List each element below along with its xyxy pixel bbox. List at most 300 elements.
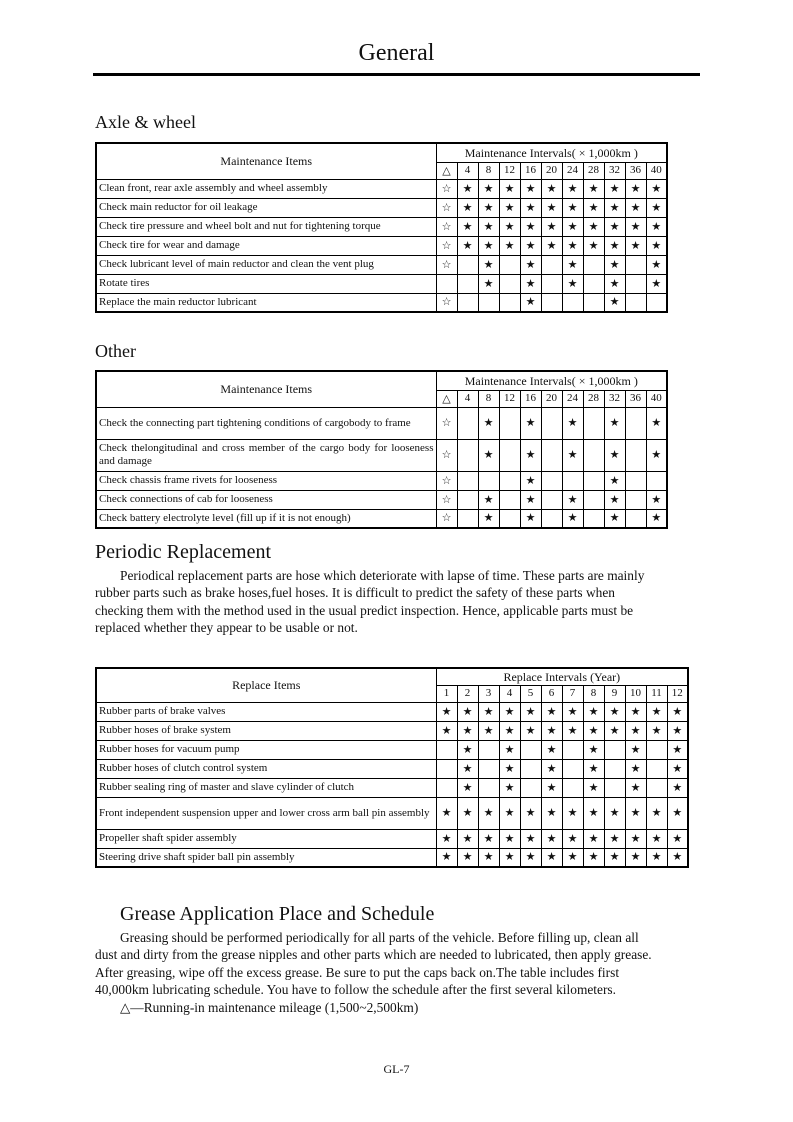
empty-cell — [499, 471, 520, 490]
empty-cell — [646, 471, 667, 490]
filled-star-icon: ★ — [478, 848, 499, 867]
empty-cell — [457, 293, 478, 312]
empty-cell — [625, 439, 646, 471]
empty-cell — [436, 274, 457, 293]
filled-star-icon: ★ — [541, 217, 562, 236]
filled-star-icon: ★ — [646, 490, 667, 509]
filled-star-icon: ★ — [478, 236, 499, 255]
table-row — [96, 255, 667, 274]
filled-star-icon: ★ — [604, 848, 625, 867]
filled-star-icon: ★ — [499, 217, 520, 236]
table-row — [96, 829, 688, 848]
grease-line-2: dust and dirty from the grease nipples and other parts which are needed to lubricated, then apply grease. — [95, 947, 652, 963]
maintenance-item: Rotate tires — [96, 274, 436, 293]
empty-cell — [541, 274, 562, 293]
filled-star-icon: ★ — [520, 274, 541, 293]
filled-star-icon: ★ — [499, 829, 520, 848]
filled-star-icon: ★ — [457, 759, 478, 778]
table-row — [96, 490, 667, 509]
empty-cell — [541, 471, 562, 490]
intervals-column-header: Maintenance Intervals( × 1,000km ) — [436, 143, 667, 162]
filled-star-icon: ★ — [667, 759, 688, 778]
periodic-line-1: Periodical replacement parts are hose which deteriorate with lapse of time. These parts are mainly — [120, 568, 645, 583]
outline-star-icon: ☆ — [436, 439, 457, 471]
filled-star-icon: ★ — [541, 740, 562, 759]
filled-star-icon: ★ — [625, 702, 646, 721]
filled-star-icon: ★ — [625, 236, 646, 255]
outline-star-icon: ☆ — [436, 236, 457, 255]
interval-column-label: 10 — [625, 685, 646, 702]
periodic-paragraph — [95, 567, 699, 637]
table-row — [96, 797, 688, 829]
filled-star-icon: ★ — [604, 179, 625, 198]
filled-star-icon: ★ — [604, 829, 625, 848]
filled-star-icon: ★ — [604, 198, 625, 217]
maintenance-item: Check connections of cab for looseness — [96, 490, 436, 509]
filled-star-icon: ★ — [583, 217, 604, 236]
filled-star-icon: ★ — [583, 179, 604, 198]
empty-cell — [478, 471, 499, 490]
filled-star-icon: ★ — [499, 759, 520, 778]
empty-cell — [646, 778, 667, 797]
filled-star-icon: ★ — [520, 236, 541, 255]
filled-star-icon: ★ — [436, 702, 457, 721]
filled-star-icon: ★ — [562, 509, 583, 528]
interval-column-label: 8 — [583, 685, 604, 702]
empty-cell — [562, 740, 583, 759]
filled-star-icon: ★ — [604, 407, 625, 439]
filled-star-icon: ★ — [541, 721, 562, 740]
empty-cell — [625, 407, 646, 439]
filled-star-icon: ★ — [646, 829, 667, 848]
filled-star-icon: ★ — [646, 255, 667, 274]
filled-star-icon: ★ — [478, 255, 499, 274]
filled-star-icon: ★ — [541, 759, 562, 778]
items-column-header: Maintenance Items — [96, 371, 436, 407]
interval-column-label: 8 — [478, 390, 499, 407]
interval-column-label: 20 — [541, 162, 562, 179]
filled-star-icon: ★ — [520, 721, 541, 740]
filled-star-icon: ★ — [604, 293, 625, 312]
empty-cell — [457, 274, 478, 293]
empty-cell — [583, 490, 604, 509]
empty-cell — [457, 490, 478, 509]
table-row — [96, 439, 667, 471]
table-row — [96, 702, 688, 721]
filled-star-icon: ★ — [583, 829, 604, 848]
periodic-line-4: replaced whether they appear to be usable or not. — [95, 620, 358, 636]
filled-star-icon: ★ — [562, 490, 583, 509]
filled-star-icon: ★ — [583, 236, 604, 255]
maintenance-item: Check the connecting part tightening conditions of cargobody to frame — [96, 407, 436, 439]
filled-star-icon: ★ — [478, 797, 499, 829]
filled-star-icon: ★ — [604, 274, 625, 293]
empty-cell — [562, 293, 583, 312]
table-row — [96, 740, 688, 759]
interval-column-label: 40 — [646, 390, 667, 407]
filled-star-icon: ★ — [646, 721, 667, 740]
page-number: GL-7 — [383, 1062, 410, 1076]
filled-star-icon: ★ — [520, 198, 541, 217]
table-row — [96, 217, 667, 236]
filled-star-icon: ★ — [541, 702, 562, 721]
periodic-line-3: checking them with the method used in the usual predict inspection. Hence, applicable parts must be — [95, 602, 634, 618]
empty-cell — [499, 490, 520, 509]
table-row — [96, 778, 688, 797]
filled-star-icon: ★ — [625, 179, 646, 198]
filled-star-icon: ★ — [604, 797, 625, 829]
filled-star-icon: ★ — [499, 721, 520, 740]
empty-cell — [478, 759, 499, 778]
table-row — [96, 471, 667, 490]
filled-star-icon: ★ — [499, 179, 520, 198]
filled-star-icon: ★ — [457, 702, 478, 721]
filled-star-icon: ★ — [457, 848, 478, 867]
filled-star-icon: ★ — [499, 198, 520, 217]
filled-star-icon: ★ — [520, 439, 541, 471]
outline-star-icon: ☆ — [436, 179, 457, 198]
interval-column-label: △ — [436, 390, 457, 407]
grease-line-1: Greasing should be performed periodically for all parts of the vehicle. Before filling up, clean all — [120, 930, 639, 945]
filled-star-icon: ★ — [604, 439, 625, 471]
interval-column-label: 16 — [520, 162, 541, 179]
filled-star-icon: ★ — [520, 848, 541, 867]
intervals-column-header: Replace Intervals (Year) — [436, 668, 688, 685]
filled-star-icon: ★ — [604, 490, 625, 509]
table-row — [96, 509, 667, 528]
intervals-column-header: Maintenance Intervals( × 1,000km ) — [436, 371, 667, 390]
filled-star-icon: ★ — [562, 702, 583, 721]
filled-star-icon: ★ — [625, 848, 646, 867]
interval-column-label: 12 — [499, 390, 520, 407]
interval-column-label: 20 — [541, 390, 562, 407]
filled-star-icon: ★ — [457, 797, 478, 829]
filled-star-icon: ★ — [625, 759, 646, 778]
filled-star-icon: ★ — [457, 198, 478, 217]
empty-cell — [457, 439, 478, 471]
empty-cell — [478, 740, 499, 759]
maintenance-item: Replace the main reductor lubricant — [96, 293, 436, 312]
filled-star-icon: ★ — [562, 236, 583, 255]
axle-heading: Axle & wheel — [95, 112, 196, 132]
interval-column-label: 24 — [562, 390, 583, 407]
filled-star-icon: ★ — [457, 829, 478, 848]
filled-star-icon: ★ — [520, 797, 541, 829]
empty-cell — [541, 509, 562, 528]
maintenance-item: Clean front, rear axle assembly and wheel assembly — [96, 179, 436, 198]
title-rule — [93, 73, 700, 76]
empty-cell — [436, 740, 457, 759]
filled-star-icon: ★ — [562, 848, 583, 867]
empty-cell — [478, 778, 499, 797]
filled-star-icon: ★ — [583, 797, 604, 829]
empty-cell — [520, 778, 541, 797]
empty-cell — [646, 759, 667, 778]
filled-star-icon: ★ — [457, 740, 478, 759]
filled-star-icon: ★ — [646, 217, 667, 236]
empty-cell — [604, 759, 625, 778]
filled-star-icon: ★ — [541, 797, 562, 829]
interval-column-label: 8 — [478, 162, 499, 179]
grease-line-4: 40,000km lubricating schedule. You have to follow the schedule after the first several kilometers. — [95, 982, 616, 998]
empty-cell — [499, 274, 520, 293]
interval-column-label: △ — [436, 162, 457, 179]
maintenance-item: Rubber hoses of clutch control system — [96, 759, 436, 778]
interval-column-label: 32 — [604, 390, 625, 407]
interval-column-label: 1 — [436, 685, 457, 702]
filled-star-icon: ★ — [520, 255, 541, 274]
empty-cell — [583, 407, 604, 439]
filled-star-icon: ★ — [625, 797, 646, 829]
filled-star-icon: ★ — [583, 759, 604, 778]
empty-cell — [625, 274, 646, 293]
filled-star-icon: ★ — [625, 778, 646, 797]
table-row — [96, 198, 667, 217]
filled-star-icon: ★ — [436, 848, 457, 867]
filled-star-icon: ★ — [478, 198, 499, 217]
filled-star-icon: ★ — [625, 217, 646, 236]
filled-star-icon: ★ — [562, 439, 583, 471]
filled-star-icon: ★ — [520, 471, 541, 490]
filled-star-icon: ★ — [646, 274, 667, 293]
filled-star-icon: ★ — [478, 702, 499, 721]
empty-cell — [499, 255, 520, 274]
empty-cell — [646, 740, 667, 759]
filled-star-icon: ★ — [436, 829, 457, 848]
empty-cell — [541, 439, 562, 471]
maintenance-item: Check tire for wear and damage — [96, 236, 436, 255]
empty-cell — [499, 293, 520, 312]
table-row — [96, 407, 667, 439]
interval-column-label: 4 — [457, 162, 478, 179]
empty-cell — [541, 490, 562, 509]
filled-star-icon: ★ — [520, 217, 541, 236]
filled-star-icon: ★ — [625, 740, 646, 759]
filled-star-icon: ★ — [436, 721, 457, 740]
filled-star-icon: ★ — [667, 721, 688, 740]
maintenance-item: Check battery electrolyte level (fill up if it is not enough) — [96, 509, 436, 528]
filled-star-icon: ★ — [583, 848, 604, 867]
empty-cell — [625, 490, 646, 509]
filled-star-icon: ★ — [604, 471, 625, 490]
interval-column-label: 40 — [646, 162, 667, 179]
empty-cell — [583, 255, 604, 274]
filled-star-icon: ★ — [541, 179, 562, 198]
empty-cell — [457, 255, 478, 274]
maintenance-item: Front independent suspension upper and lower cross arm ball pin assembly — [96, 797, 436, 829]
filled-star-icon: ★ — [604, 721, 625, 740]
maintenance-item: Check tire pressure and wheel bolt and nut for tightening torque — [96, 217, 436, 236]
filled-star-icon: ★ — [478, 407, 499, 439]
filled-star-icon: ★ — [604, 236, 625, 255]
filled-star-icon: ★ — [457, 179, 478, 198]
periodic-replacement-heading: Periodic Replacement — [95, 541, 272, 563]
filled-star-icon: ★ — [541, 829, 562, 848]
outline-star-icon: ☆ — [436, 255, 457, 274]
filled-star-icon: ★ — [625, 721, 646, 740]
interval-column-label: 4 — [457, 390, 478, 407]
axle-maintenance-table — [95, 142, 668, 313]
empty-cell — [625, 471, 646, 490]
interval-column-label: 3 — [478, 685, 499, 702]
filled-star-icon: ★ — [520, 702, 541, 721]
table-row — [96, 293, 667, 312]
interval-column-label: 28 — [583, 390, 604, 407]
filled-star-icon: ★ — [562, 797, 583, 829]
filled-star-icon: ★ — [499, 778, 520, 797]
empty-cell — [583, 439, 604, 471]
filled-star-icon: ★ — [499, 797, 520, 829]
filled-star-icon: ★ — [541, 848, 562, 867]
outline-star-icon: ☆ — [436, 293, 457, 312]
interval-column-label: 6 — [541, 685, 562, 702]
empty-cell — [457, 407, 478, 439]
filled-star-icon: ★ — [583, 702, 604, 721]
empty-cell — [520, 740, 541, 759]
filled-star-icon: ★ — [604, 509, 625, 528]
filled-star-icon: ★ — [478, 829, 499, 848]
filled-star-icon: ★ — [520, 179, 541, 198]
filled-star-icon: ★ — [457, 236, 478, 255]
empty-cell — [646, 293, 667, 312]
interval-column-label: 12 — [667, 685, 688, 702]
table-row — [96, 759, 688, 778]
filled-star-icon: ★ — [646, 407, 667, 439]
interval-column-label: 11 — [646, 685, 667, 702]
filled-star-icon: ★ — [604, 255, 625, 274]
empty-cell — [583, 274, 604, 293]
table-row — [96, 179, 667, 198]
filled-star-icon: ★ — [667, 848, 688, 867]
filled-star-icon: ★ — [478, 509, 499, 528]
filled-star-icon: ★ — [562, 198, 583, 217]
filled-star-icon: ★ — [646, 848, 667, 867]
maintenance-item: Check thelongitudinal and cross member of the cargo body for looseness and damage — [96, 439, 436, 471]
empty-cell — [541, 293, 562, 312]
filled-star-icon: ★ — [646, 198, 667, 217]
interval-column-label: 28 — [583, 162, 604, 179]
empty-cell — [604, 740, 625, 759]
interval-column-label: 4 — [499, 685, 520, 702]
filled-star-icon: ★ — [625, 829, 646, 848]
filled-star-icon: ★ — [541, 236, 562, 255]
filled-star-icon: ★ — [646, 439, 667, 471]
empty-cell — [457, 471, 478, 490]
filled-star-icon: ★ — [583, 778, 604, 797]
empty-cell — [604, 778, 625, 797]
items-column-header: Replace Items — [96, 668, 436, 702]
filled-star-icon: ★ — [520, 490, 541, 509]
filled-star-icon: ★ — [478, 439, 499, 471]
filled-star-icon: ★ — [646, 179, 667, 198]
empty-cell — [625, 293, 646, 312]
filled-star-icon: ★ — [520, 509, 541, 528]
filled-star-icon: ★ — [583, 740, 604, 759]
filled-star-icon: ★ — [667, 778, 688, 797]
empty-cell — [457, 509, 478, 528]
interval-column-label: 5 — [520, 685, 541, 702]
filled-star-icon: ★ — [562, 179, 583, 198]
outline-star-icon: ☆ — [436, 509, 457, 528]
outline-star-icon: ☆ — [436, 217, 457, 236]
outline-star-icon: ☆ — [436, 490, 457, 509]
empty-cell — [562, 471, 583, 490]
table-row — [96, 721, 688, 740]
empty-cell — [520, 759, 541, 778]
filled-star-icon: ★ — [436, 797, 457, 829]
maintenance-item: Check main reductor for oil leakage — [96, 198, 436, 217]
filled-star-icon: ★ — [646, 236, 667, 255]
filled-star-icon: ★ — [478, 217, 499, 236]
maintenance-item: Propeller shaft spider assembly — [96, 829, 436, 848]
items-column-header: Maintenance Items — [96, 143, 436, 179]
maintenance-item: Rubber parts of brake valves — [96, 702, 436, 721]
empty-cell — [583, 293, 604, 312]
maintenance-item: Check lubricant level of main reductor and clean the vent plug — [96, 255, 436, 274]
filled-star-icon: ★ — [562, 217, 583, 236]
empty-cell — [499, 407, 520, 439]
grease-line-3: After greasing, wipe off the excess grease. Be sure to put the caps back on.The table includes first — [95, 964, 620, 980]
empty-cell — [478, 293, 499, 312]
filled-star-icon: ★ — [499, 236, 520, 255]
interval-column-label: 36 — [625, 162, 646, 179]
interval-column-label: 12 — [499, 162, 520, 179]
outline-star-icon: ☆ — [436, 198, 457, 217]
filled-star-icon: ★ — [478, 490, 499, 509]
empty-cell — [541, 407, 562, 439]
empty-cell — [583, 471, 604, 490]
filled-star-icon: ★ — [499, 740, 520, 759]
interval-column-label: 24 — [562, 162, 583, 179]
outline-star-icon: ☆ — [436, 471, 457, 490]
outline-star-icon: ☆ — [436, 407, 457, 439]
page-title: General — [358, 40, 435, 66]
table-row — [96, 236, 667, 255]
filled-star-icon: ★ — [541, 778, 562, 797]
periodic-line-2: rubber parts such as brake hoses,fuel hoses. It is difficult to predict the safety of these parts when — [95, 585, 615, 601]
empty-cell — [541, 255, 562, 274]
filled-star-icon: ★ — [520, 293, 541, 312]
grease-heading: Grease Application Place and Schedule — [120, 903, 435, 925]
filled-star-icon: ★ — [604, 702, 625, 721]
filled-star-icon: ★ — [646, 509, 667, 528]
interval-column-label: 36 — [625, 390, 646, 407]
maintenance-item: Rubber sealing ring of master and slave cylinder of clutch — [96, 778, 436, 797]
other-maintenance-table — [95, 370, 668, 529]
table-row — [96, 848, 688, 867]
filled-star-icon: ★ — [457, 721, 478, 740]
filled-star-icon: ★ — [520, 407, 541, 439]
empty-cell — [436, 778, 457, 797]
empty-cell — [625, 509, 646, 528]
filled-star-icon: ★ — [667, 797, 688, 829]
filled-star-icon: ★ — [583, 721, 604, 740]
filled-star-icon: ★ — [478, 179, 499, 198]
filled-star-icon: ★ — [562, 407, 583, 439]
empty-cell — [499, 509, 520, 528]
filled-star-icon: ★ — [499, 702, 520, 721]
maintenance-item: Rubber hoses for vacuum pump — [96, 740, 436, 759]
filled-star-icon: ★ — [520, 829, 541, 848]
interval-column-label: 32 — [604, 162, 625, 179]
filled-star-icon: ★ — [478, 721, 499, 740]
maintenance-item: Steering drive shaft spider ball pin assembly — [96, 848, 436, 867]
other-heading: Other — [95, 341, 136, 361]
filled-star-icon: ★ — [457, 778, 478, 797]
filled-star-icon: ★ — [646, 702, 667, 721]
filled-star-icon: ★ — [667, 740, 688, 759]
filled-star-icon: ★ — [562, 721, 583, 740]
